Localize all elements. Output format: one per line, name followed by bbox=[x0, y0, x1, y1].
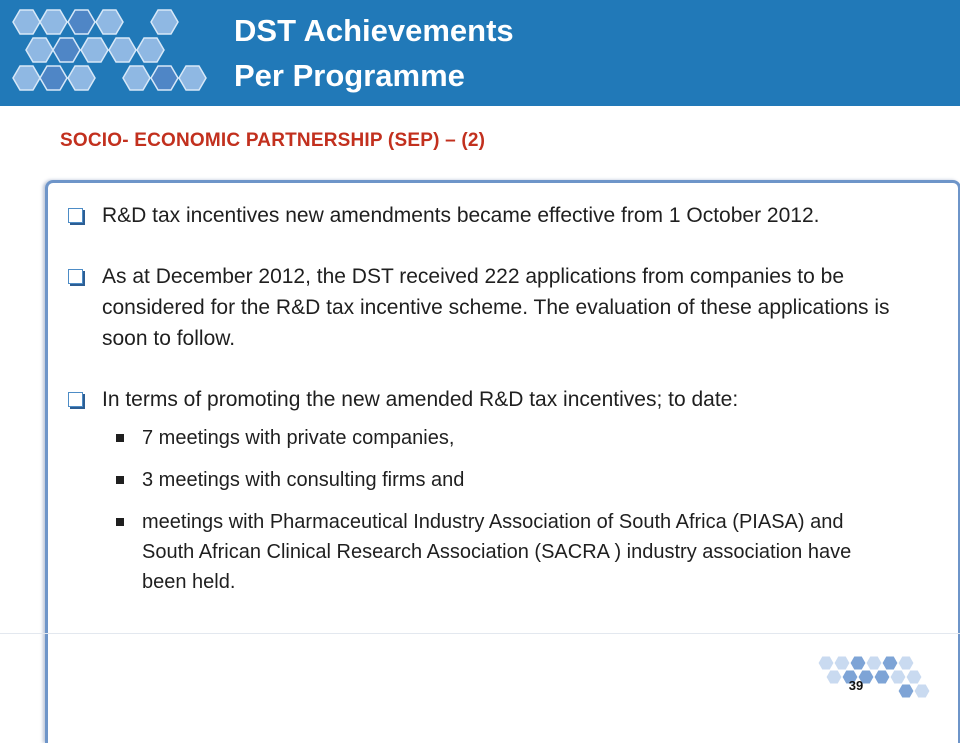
bullet-item bbox=[68, 261, 898, 354]
filled-square-icon bbox=[116, 518, 124, 526]
sub-bullet-text: meetings with Pharmaceutical Industry Association of South Africa (PIASA) and South African Clinical Research Association (SACRA ) industry association have been held. bbox=[142, 511, 852, 593]
section-subtitle: SOCIO- ECONOMIC PARTNERSHIP (SEP) – (2) bbox=[60, 130, 486, 151]
sub-bullet-item bbox=[102, 423, 898, 453]
hexagon-pattern-icon bbox=[812, 652, 942, 702]
sub-bullet-text: 7 meetings with private companies, bbox=[142, 427, 455, 449]
checkbox-square-icon bbox=[68, 392, 83, 407]
sub-bullet-item bbox=[102, 507, 898, 597]
bullet-item bbox=[68, 384, 898, 597]
divider-line bbox=[0, 633, 960, 634]
page-title bbox=[234, 8, 514, 98]
bullet-item bbox=[68, 200, 898, 231]
checkbox-square-icon bbox=[68, 269, 83, 284]
title-line-2: Per Programme bbox=[234, 58, 465, 93]
hexagon-pattern-icon bbox=[0, 0, 210, 106]
title-banner bbox=[0, 0, 960, 106]
sub-bullet-text: 3 meetings with consulting firms and bbox=[142, 469, 465, 491]
title-line-1: DST Achievements bbox=[234, 13, 514, 48]
bullet-text: As at December 2012, the DST received 222 applications from companies to be considered for the R&D tax incentive scheme. The evaluation of these applications is soon to follow. bbox=[102, 265, 890, 350]
bullet-list bbox=[68, 200, 898, 609]
filled-square-icon bbox=[116, 434, 124, 442]
checkbox-square-icon bbox=[68, 208, 83, 223]
bullet-text: In terms of promoting the new amended R&D tax incentives; to date: bbox=[102, 388, 739, 411]
filled-square-icon bbox=[116, 476, 124, 484]
page-number: 39 bbox=[848, 678, 864, 693]
sub-bullet-list bbox=[102, 423, 898, 597]
bullet-text: R&D tax incentives new amendments became effective from 1 October 2012. bbox=[102, 204, 820, 227]
sub-bullet-item bbox=[102, 465, 898, 495]
